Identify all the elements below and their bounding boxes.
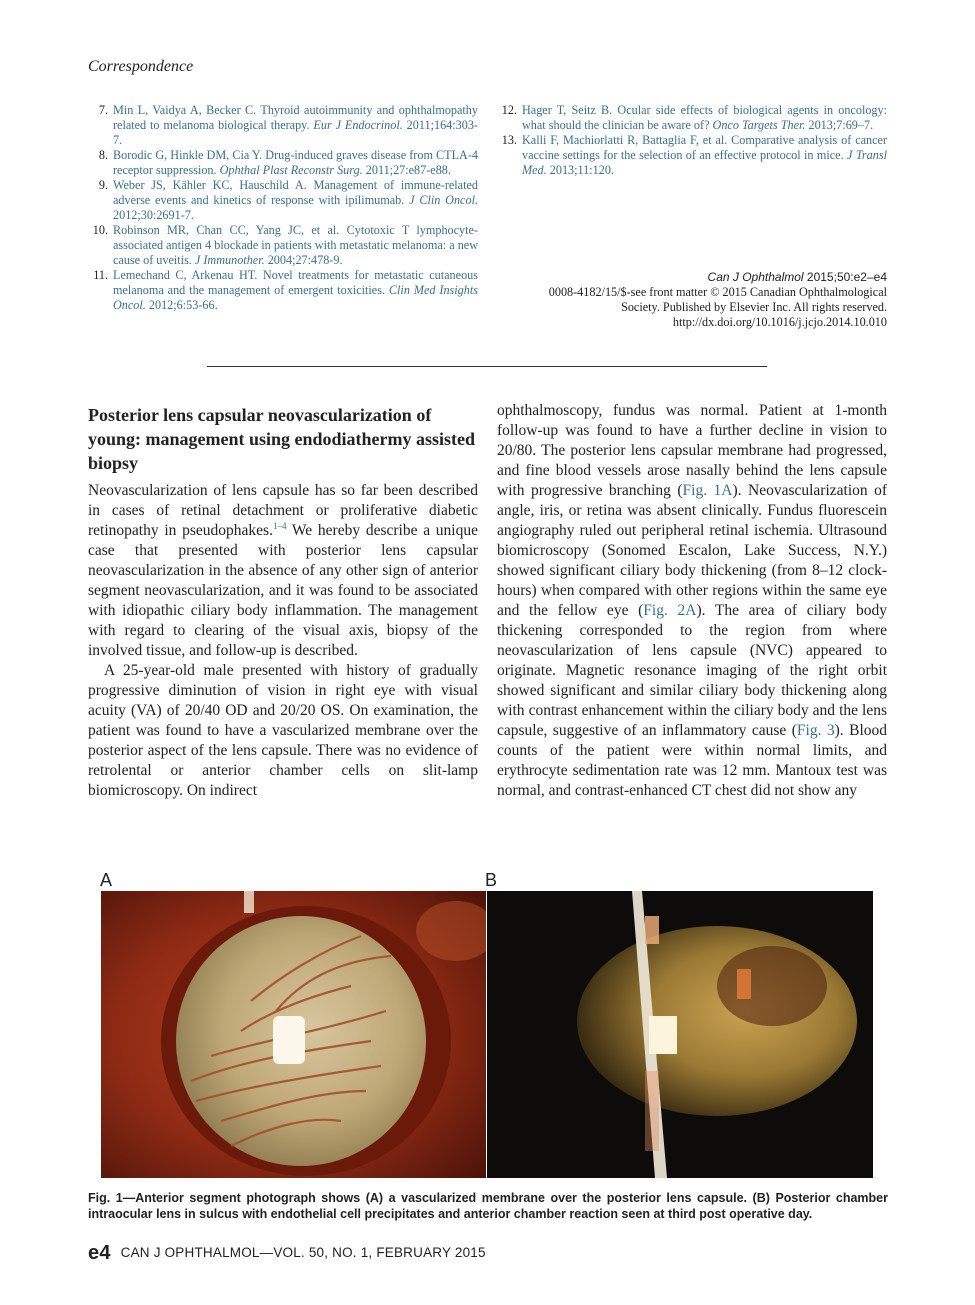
caption-label: Fig. 1 [88, 1191, 123, 1205]
reference-item[interactable]: 9. Weber JS, Kähler KC, Hauschild A. Management of immune-related adverse events and kinetics of response with ipilimumab. J Clin Oncol. 2012;30:2691-7. [98, 178, 478, 222]
reference-item[interactable]: 10. Robinson MR, Chan CC, Yang JC, et al. Cytotoxic T lymphocyte-associated antigen 4 blockade in patients with metastatic melanoma: a new cause of uveitis. J Immunother. 2004;27:478-9. [92, 223, 478, 267]
doi-link[interactable]: http://dx.doi.org/10.1016/j.jcjo.2014.10.010 [672, 315, 887, 329]
paragraph: Neovascularization of lens capsule has so far been described in cases of retinal detachment or proliferative diabetic retinopathy in pseudophakes.$^{1-4}$ We hereby describe a unique case that presented with posterior lens capsular neovascularization in the absence of any other sign of anterior segment neovascularization, and it was found to be associated with idiopathic ciliary body inflammation. The management with regard to clearing of the visual axis, biopsy of the involved tissue, and follow-up is described. [88, 482, 478, 659]
copyright-line: Society. Published by Elsevier Inc. All rights reserved. [621, 300, 887, 314]
reference-list-left [88, 103, 478, 313]
publication-info [497, 270, 887, 330]
page-number: e4 [88, 1242, 111, 1264]
journal-footer: CAN J OPHTHALMOL—VOL. 50, NO. 1, FEBRUARY 2015 [120, 1245, 486, 1260]
reference-item[interactable]: 13. Kalli F, Machiorlatti R, Battaglia F, et al. Comparative analysis of cancer vaccine settings for the selection of an effective protocol in mice. J Transl Med. 2013;11:120. [501, 133, 887, 177]
body-column-right [497, 401, 887, 801]
body-column-left [88, 481, 478, 801]
figure-photo-b [487, 891, 873, 1178]
panel-label-a: A [100, 870, 113, 890]
reference-list-right [497, 103, 887, 178]
figure-link[interactable]: Fig. 2A [643, 602, 697, 619]
page-footer [88, 1242, 486, 1265]
figure-link[interactable]: Fig. 1A [682, 482, 733, 499]
citation-superscript[interactable]: 1–4 [272, 520, 287, 531]
reference-item[interactable]: 7. Min L, Vaidya A, Becker C. Thyroid autoimmunity and ophthalmopathy related to melanoma biological therapy. Eur J Endocrinol. 2011;164:303-7. [98, 103, 478, 147]
paragraph: ophthalmoscopy, fundus was normal. Patient at 1-month follow-up was found to have a further decline in vision to 20/80. The posterior lens capsular membrane had progressed, and fine blood vessels arose nasally behind the lens capsule with progressive branching (Fig. 1A). Neovascularization of angle, iris, or retina was absent clinically. Fundus fluorescein angiography ruled out peripheral retinal ischemia. Ultrasound biomicroscopy (Sonomed Escalon, Lake Success, N.Y.) showed significant ciliary body thickening (from 8–12 clock-hours) when compared with other regions within the same eye and the fellow eye (Fig. 2A). The area of ciliary body thickening corresponded to the region from where neovascularization of lens capsule (NVC) appeared to originate. Magnetic resonance imaging of the right orbit showed significant and similar ciliary body thickening along with contrast enhancement within the ciliary body and the lens capsule, suggestive of an inflammatory cause (Fig. 3). Blood counts of the patient were within normal limits, and erythrocyte sedimentation rate was 12 mm. Mantoux test was normal, and contrast-enhanced CT chest did not show any [497, 402, 888, 799]
section-divider [207, 366, 767, 367]
section-label: Correspondence [88, 58, 194, 75]
article-title: Posterior lens capsular neovascularization of young: management using endodiathermy assisted biopsy [88, 405, 476, 473]
reference-item[interactable]: 11. Lemechand C, Arkenau HT. Novel treatments for metastatic cutaneous melanoma and the management of emergent toxicities. Clin Med Insights Oncol. 2012;6:53-66. [93, 268, 478, 312]
copyright-line: 0008-4182/15/$-see front matter © 2015 Canadian Ophthalmological [548, 285, 887, 299]
caption-text: —Anterior segment photograph shows (A) a vascularized membrane over the posterior lens capsule. (B) Posterior chamber intraocular lens in sulcus with endothelial cell precipitates and anterior chamber reaction seen at third post operative day. [88, 1191, 888, 1221]
paragraph: A 25-year-old male presented with history of gradually progressive diminution of vision in right eye with visual acuity (VA) of 20/40 OD and 20/20 OS. On examination, the patient was found to have a vascularized membrane over the posterior aspect of the lens capsule. There was no evidence of retrolental or anterior chamber cells on slit-lamp biomicroscopy. On indirect [88, 662, 478, 799]
figure-caption [88, 1190, 888, 1222]
panel-label-b: B [485, 870, 498, 890]
reference-item[interactable]: 12. Hager T, Seitz B. Ocular side effects of biological agents in oncology: what should the clinician be aware of? Onco Targets Ther. 2013;7:69–7. [501, 103, 887, 132]
reference-item[interactable]: 8. Borodic G, Hinkle DM, Cia Y. Drug-induced graves disease from CTLA-4 receptor suppression. Ophthal Plast Reconstr Surg. 2011;27:e87-e88. [98, 148, 478, 177]
figure-link[interactable]: Fig. 3 [796, 722, 835, 739]
citation-line: Can J Ophthalmol 2015;50:e2–e4 [707, 270, 887, 284]
figure-photo-a [101, 891, 486, 1178]
